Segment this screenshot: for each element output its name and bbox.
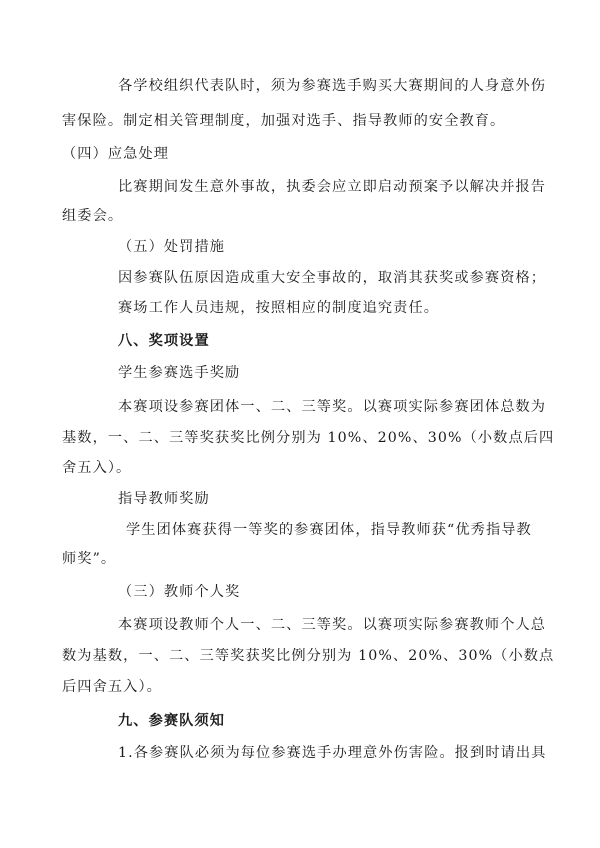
teacher-award-paragraph-line-1: 学生团体赛获得一等奖的参赛团体，指导教师获“优秀指导教 xyxy=(126,522,532,538)
section-heading-emergency: （四）应急处理 xyxy=(62,146,170,162)
individual-award-paragraph-line-3: 后四舍五入）。 xyxy=(62,679,162,695)
team-award-paragraph-line-1: 本赛项设参赛团体一、二、三等奖。以赛项实际参赛团体总数为 xyxy=(118,399,547,415)
safety-paragraph-line-2: 害保险。制定相关管理制度，加强对选手、指导教师的安全教育。 xyxy=(62,113,506,129)
section-heading-team-notice: 九、参赛队须知 xyxy=(118,713,226,729)
section-heading-individual-award: （三）教师个人奖 xyxy=(118,584,241,600)
section-heading-awards: 八、奖项设置 xyxy=(118,333,210,349)
team-notice-paragraph-line-1: 1.各参赛队必须为每位参赛选手办理意外伤害险。报到时请出具 xyxy=(118,745,547,761)
teacher-award-paragraph-line-2: 师奖”。 xyxy=(62,551,117,567)
penalty-paragraph-line-2: 赛场工作人员违规，按照相应的制度追究责任。 xyxy=(118,300,440,316)
section-heading-penalty: （五）处罚措施 xyxy=(118,239,226,255)
emergency-paragraph-line-2: 组委会。 xyxy=(62,208,124,224)
teacher-award-heading: 指导教师奖励 xyxy=(118,491,210,507)
individual-award-paragraph-line-1: 本赛项设教师个人一、二、三等奖。以赛项实际参赛教师个人总 xyxy=(118,617,547,633)
team-award-paragraph-line-3: 舍五入）。 xyxy=(62,460,132,476)
student-award-heading: 学生参赛选手奖励 xyxy=(118,365,241,381)
penalty-paragraph-line-1: 因参赛队伍原因造成重大安全事故的，取消其获奖或参赛资格； xyxy=(118,270,547,286)
individual-award-paragraph-line-2: 数为基数，一、二、三等奖获奖比例分别为 10%、20%、30%（小数点 xyxy=(62,648,555,664)
team-award-paragraph-line-2: 基数，一、二、三等奖获奖比例分别为 10%、20%、30%（小数点后四 xyxy=(62,430,555,446)
safety-paragraph-line-1: 各学校组织代表队时，须为参赛选手购买大赛期间的人身意外伤 xyxy=(118,78,547,94)
emergency-paragraph-line-1: 比赛期间发生意外事故，执委会应立即启动预案予以解决并报告 xyxy=(118,179,547,195)
